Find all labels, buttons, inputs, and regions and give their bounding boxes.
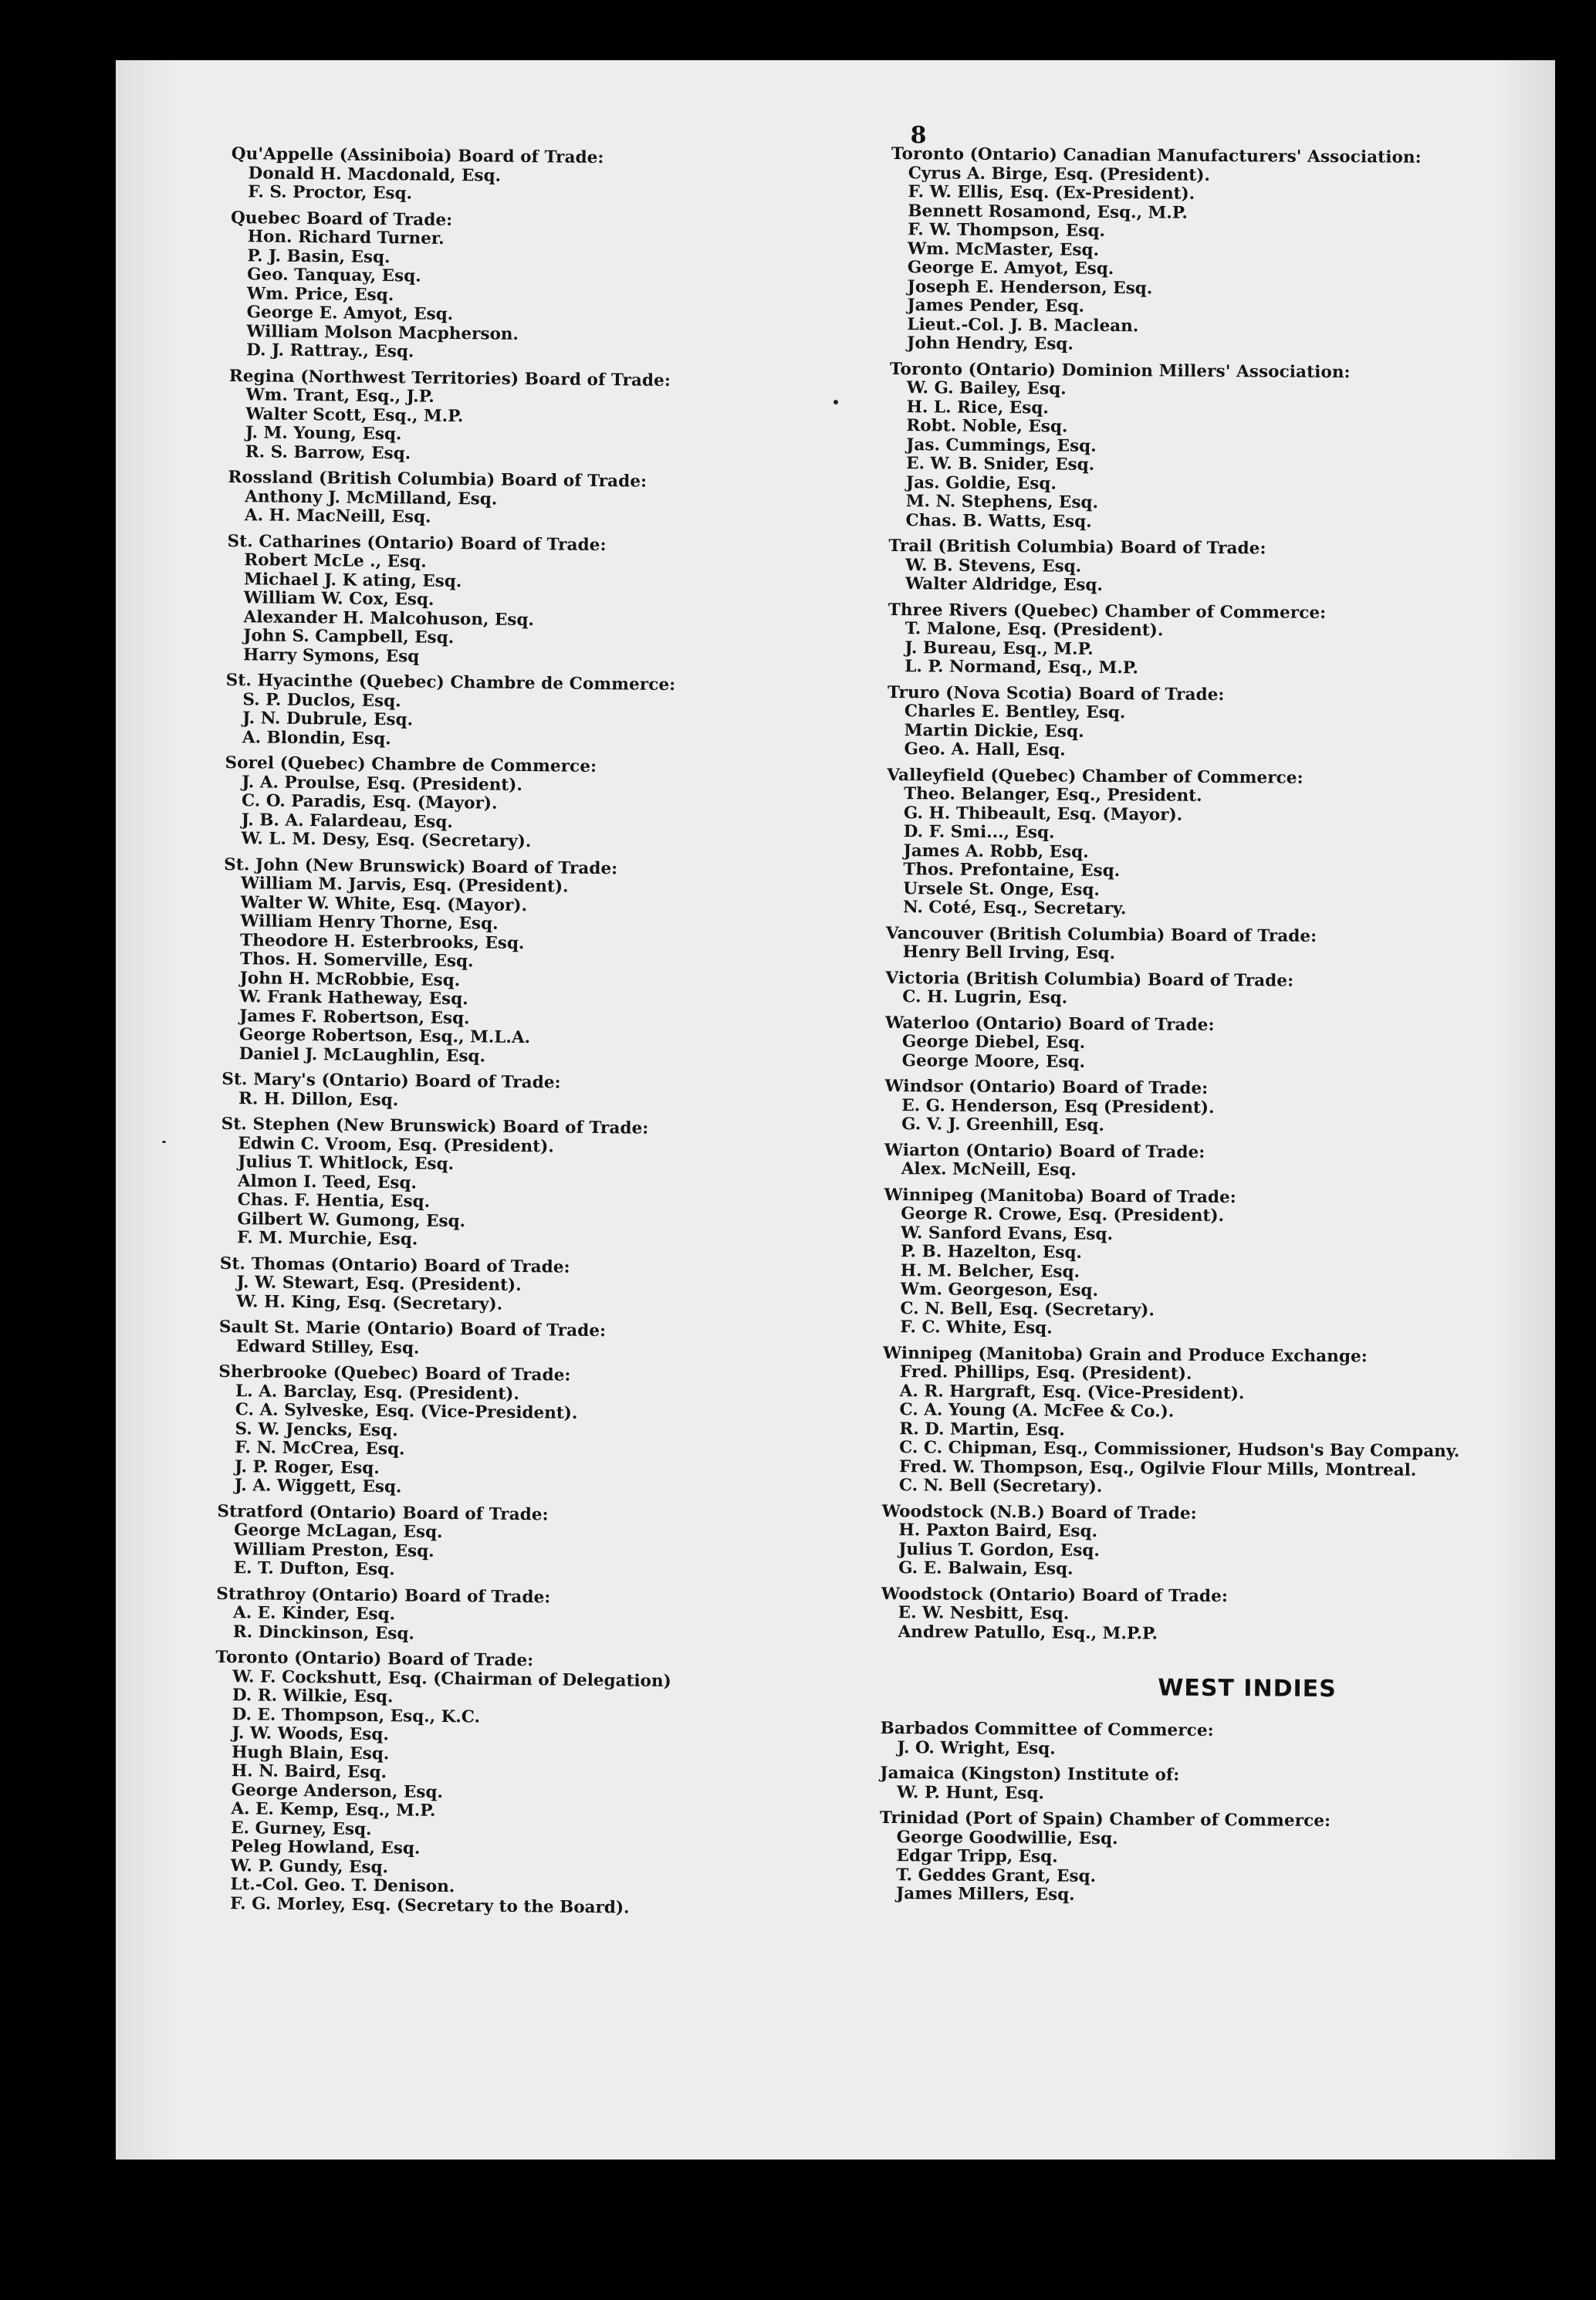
delegate-name: E. W. B. Snider, Esq. [906,454,1095,475]
delegate-name: L. A. Barclay, Esq. (President). [235,1381,520,1404]
delegate-name: Jas. Goldie, Esq. [905,472,1057,494]
delegate-name: W. G. Bailey, Esq. [906,378,1067,399]
delegate-name: L. P. Normand, Esq., M.P. [905,657,1139,678]
organization-entry [884,1141,1548,1183]
organization-heading: Jamaica (Kingston) Institute of: [880,1763,1180,1785]
delegate-name: Chas. B. Watts, Esq. [905,510,1092,532]
delegate-name: Charles E. Bentley, Esq. [904,702,1126,723]
delegate-name: Wm. Georgeson, Esq. [900,1280,1099,1301]
delegate-name: W. Sanford Evans, Esq. [901,1223,1114,1244]
delegate-name: F. W. Ellis, Esq. (Ex-President). [908,182,1195,204]
organization-entry [881,1585,1544,1646]
section-title-west-indies: WEST INDIES [1158,1674,1337,1703]
delegate-name: D. F. Smi..., Esq. [903,822,1055,843]
organization-heading: Toronto (Ontario) Canadian Manufacturers' Association: [891,144,1422,167]
delegate-name: F. S. Proctor, Esq. [248,182,413,204]
organization-heading: Trail (British Columbia) Board of Trade: [888,536,1266,559]
delegate-name: W. H. King, Esq. (Secretary). [236,1291,503,1314]
scan-speck [162,1141,166,1143]
delegate-name: H. L. Rice, Esq. [906,397,1049,418]
delegate-name: T. Geddes Grant, Esq. [896,1865,1097,1886]
delegate-name: Thos. Prefontaine, Esq. [903,860,1121,881]
west-indies-entries [879,1720,1544,1908]
organization-heading: Victoria (British Columbia) Board of Trade: [885,968,1294,991]
delegate-name: James Pender, Esq. [907,296,1085,316]
delegate-name: R. S. Barrow, Esq. [245,441,411,463]
delegate-name: T. Malone, Esq. (President). [905,619,1164,641]
delegate-name: Theodore H. Esterbrooks, Esq. [240,930,525,953]
delegate-name: D. J. Rattray., Esq. [246,340,414,362]
organization-entry [886,766,1550,922]
organization-entry [883,1186,1547,1341]
delegate-name: Walter Aldridge, Esq. [905,574,1104,595]
organization-heading: Truro (Nova Scotia) Board of Trade: [887,682,1225,705]
organization-entry [880,1764,1544,1807]
organization-entry [880,1720,1544,1762]
scan-speck [834,400,838,404]
delegate-name: F. C. White, Esq. [900,1317,1053,1338]
organization-heading: Wiarton (Ontario) Board of Trade: [884,1140,1205,1162]
delegate-name: E. Gurney, Esq. [231,1818,372,1839]
delegate-name: William W. Cox, Esq. [243,588,435,610]
organization-heading: St. Hyacinthe (Quebec) Chambre de Commerce: [225,670,676,695]
delegate-name: D. E. Thompson, Esq., K.C. [232,1704,481,1727]
delegate-name: G. V. J. Greenhill, Esq. [901,1114,1104,1135]
delegate-name: R. H. Dillon, Esq. [238,1088,399,1110]
delegate-name: Hon. Richard Turner. [247,227,445,249]
document-page [116,60,1555,2160]
delegate-name: Julius T. Gordon, Esq. [898,1539,1100,1561]
right-column-entries [881,145,1555,1646]
delegate-name: George E. Amyot, Esq. [246,303,454,325]
delegate-name: F. M. Murchie, Esq. [237,1228,418,1250]
organization-entry [882,1344,1547,1500]
delegate-name: Alexander H. Malcohuson, Esq. [243,607,535,630]
organization-heading: Rossland (British Columbia) Board of Trade: [228,467,648,492]
left-column [213,145,895,1927]
delegate-name: Lt.-Col. Geo. T. Denison. [230,1875,455,1897]
organization-heading: Qu'Appelle (Assiniboia) Board of Trade: [231,144,604,168]
delegate-name: John Hendry, Esq. [907,333,1074,354]
delegate-name: William Molson Macpherson. [246,321,519,344]
organization-entry [885,1013,1549,1075]
delegate-name: J. M. Young, Esq. [245,423,402,445]
delegate-name: Walter Scott, Esq., M.P. [245,404,464,426]
delegate-name: G. H. Thibeault, Esq. (Mayor). [903,803,1183,825]
organization-entry [226,532,891,671]
organization-heading: Winnipeg (Manitoba) Grain and Produce Exchange: [882,1343,1368,1366]
delegate-name: Henry Bell Irving, Esq. [902,942,1116,964]
delegate-name: C. A. Sylveske, Esq. (Vice-President). [235,1400,578,1423]
delegate-name: C. C. Chipman, Esq., Commissioner, Hudson's Bay Company. [899,1438,1460,1462]
organization-entry [887,683,1551,763]
delegate-name: Wm. Price, Esq. [246,283,394,305]
delegate-name: Edgar Tripp, Esq. [896,1846,1058,1867]
organization-entry [879,1809,1544,1909]
organization-heading: Barbados Committee of Commerce: [880,1718,1214,1740]
delegate-name: M. N. Stephens, Esq. [905,492,1099,512]
organization-entry [216,1585,881,1649]
organization-entry [225,671,890,754]
delegate-name: Donald H. Macdonald, Esq. [248,163,502,186]
organization-entry [221,1071,885,1115]
delegate-name: H. M. Belcher, Esq. [900,1260,1080,1282]
organization-entry [886,924,1550,966]
organization-heading: Regina (Northwest Territories) Board of Trade: [228,366,671,391]
organization-heading: St. Stephen (New Brunswick) Board of Trade: [221,1114,649,1138]
delegate-name: A. E. Kemp, Esq., M.P. [231,1799,436,1821]
organization-heading: Sherbrooke (Quebec) Board of Trade: [218,1361,571,1385]
delegate-name: Thos. H. Somerville, Esq. [239,949,474,972]
page-number: 8 [910,122,927,149]
delegate-name: William Henry Thorne, Esq. [240,912,499,934]
organization-entry [224,754,888,855]
delegate-name: Gilbert W. Gumong, Esq. [237,1209,466,1231]
delegate-name: J. O. Wright, Esq. [897,1737,1056,1759]
delegate-name: George Moore, Esq. [901,1050,1086,1072]
delegate-name: J. Bureau, Esq., M.P. [905,638,1094,659]
delegate-name: Chas. F. Hentia, Esq. [237,1190,431,1212]
right-column [879,145,1555,1915]
organization-heading: Windsor (Ontario) Board of Trade: [884,1076,1209,1098]
organization-heading: Sorel (Quebec) Chambre de Commerce: [225,753,597,776]
organization-entry [213,1649,880,1920]
organization-heading: Toronto (Ontario) Board of Trade: [215,1647,534,1671]
organization-entry [889,360,1554,534]
delegate-name: Almon I. Teed, Esq. [237,1171,418,1193]
delegate-name: James Millers, Esq. [896,1884,1075,1905]
organization-heading: Winnipeg (Manitoba) Board of Trade: [884,1185,1236,1207]
delegate-name: P. J. Basin, Esq. [247,245,391,267]
delegate-name: F. G. Morley, Esq. (Secretary to the Board). [230,1893,630,1918]
delegate-name: H. N. Baird, Esq. [231,1761,387,1783]
organization-heading: Sault St. Marie (Ontario) Board of Trade: [218,1317,607,1341]
delegate-name: George Diebel, Esq. [901,1032,1086,1053]
delegate-name: William Preston, Esq. [233,1539,435,1561]
organization-entry [218,1363,883,1502]
delegate-name: Andrew Patullo, Esq., M.P.P. [898,1622,1158,1643]
organization-heading: Three Rivers (Quebec) Chamber of Commerce: [888,600,1327,623]
delegate-name: Edward Stilley, Esq. [235,1336,420,1358]
organization-heading: Valleyfield (Quebec) Chamber of Commerce: [887,765,1304,788]
delegate-name: Julius T. Whitlock, Esq. [238,1152,455,1175]
organization-entry [890,145,1555,357]
delegate-name: George R. Crowe, Esq. (President). [901,1204,1225,1226]
delegate-name: Edwin C. Vroom, Esq. (President). [238,1133,554,1156]
delegate-name: A. E. Kinder, Esq. [232,1603,396,1625]
delegate-name: John S. Campbell, Esq. [243,626,455,648]
delegate-name: Jas. Cummings, Esq. [906,435,1097,456]
delegate-name: A. Blondin, Esq. [242,727,391,749]
delegate-name: H. Paxton Baird, Esq. [898,1520,1098,1541]
organization-heading: Quebec Board of Trade: [230,208,453,230]
delegate-name: W. B. Stevens, Esq. [905,555,1082,577]
organization-entry [885,969,1549,1011]
organization-entry [228,468,892,533]
organization-entry [881,1502,1546,1582]
organization-heading: Vancouver (British Columbia) Board of Trade: [885,923,1317,946]
organization-heading: St. Thomas (Ontario) Board of Trade: [219,1253,570,1277]
delegate-name: C. N. Bell, Esq. (Secretary). [900,1298,1155,1320]
delegate-name: J. W. Woods, Esq. [232,1723,390,1745]
organization-entry [219,1318,883,1363]
delegate-name: C. H. Lugrin, Esq. [902,987,1068,1008]
delegate-name: Michael J. K ating, Esq. [243,569,462,591]
delegate-name: Fred. Phillips, Esq. (President). [899,1362,1192,1384]
delegate-name: George Anderson, Esq. [231,1780,444,1802]
delegate-name: Martin Dickie, Esq. [904,720,1084,742]
delegate-name: Joseph E. Henderson, Esq. [907,276,1153,298]
delegate-name: Wm. Trant, Esq., J.P. [245,385,435,407]
delegate-name: N. Coté, Esq., Secretary. [903,898,1127,919]
organization-entry [220,1115,885,1254]
delegate-name: Peleg Howland, Esq. [230,1837,421,1859]
delegate-name: Geo. A. Hall, Esq. [904,739,1066,760]
delegate-name: John H. McRobbie, Esq. [239,968,461,990]
delegate-name: W. Frank Hatheway, Esq. [239,987,468,1010]
organization-heading: Strathroy (Ontario) Board of Trade: [216,1584,551,1607]
delegate-name: F. N. McCrea, Esq. [235,1438,405,1459]
delegate-name: R. Dinckinson, Esq. [232,1622,415,1644]
delegate-name: S. P. Duclos, Esq. [242,689,401,711]
delegate-name: D. R. Wilkie, Esq. [232,1686,394,1707]
delegate-name: J. W. Stewart, Esq. (President). [236,1273,522,1296]
delegate-name: W. P. Gundy, Esq. [230,1855,389,1877]
organization-heading: Woodstock (N.B.) Board of Trade: [881,1501,1197,1524]
delegate-name: A. R. Hargraft, Esq. (Vice-President). [899,1381,1245,1403]
organization-entry [231,145,895,209]
delegate-name: Robt. Noble, Esq. [906,416,1068,437]
delegate-name: Alex. McNeill, Esq. [901,1159,1077,1180]
delegate-name: Bennett Rosamond, Esq., M.P. [908,201,1188,223]
delegate-name: J. A. Wiggett, Esq. [234,1476,402,1497]
delegate-name: George Goodwillie, Esq. [896,1827,1118,1848]
delegate-name: Anthony J. McMilland, Esq. [245,486,498,509]
delegate-name: Wm. McMaster, Esq. [907,238,1100,260]
organization-entry [888,600,1552,681]
delegate-name: Fred. W. Thompson, Esq., Ogilvie Flour Mills, Montreal. [898,1456,1417,1480]
organization-heading: Stratford (Ontario) Board of Trade: [217,1501,549,1524]
organization-heading: St. Mary's (Ontario) Board of Trade: [221,1069,561,1093]
delegate-name: Harry Symons, Esq [242,644,420,667]
organization-heading: St. Catharines (Ontario) Board of Trade: [227,531,607,555]
organization-entry [219,1254,884,1318]
organization-heading: Woodstock (Ontario) Board of Trade: [881,1584,1229,1606]
organization-heading: St. John (New Brunswick) Board of Trade: [224,854,618,878]
delegate-name: James F. Robertson, Esq. [239,1006,470,1028]
delegate-name: F. W. Thompson, Esq. [908,220,1105,241]
delegate-name: Daniel J. McLaughlin, Esq. [238,1043,486,1067]
delegate-name: Walter W. White, Esq. (Mayor). [240,892,528,915]
organization-heading: Toronto (Ontario) Dominion Millers' Association: [889,359,1351,382]
delegate-name: P. B. Hazelton, Esq. [900,1242,1082,1263]
delegate-name: S. W. Jencks, Esq. [235,1419,398,1440]
delegate-name: W. P. Hunt, Esq. [897,1782,1045,1803]
delegate-name: C. O. Paradis, Esq. (Mayor). [241,791,498,813]
delegate-name: J. B. A. Falardeau, Esq. [241,810,453,832]
delegate-name: G. E. Balwain, Esq. [898,1558,1074,1579]
delegate-name: E. W. Nesbitt, Esq. [898,1603,1070,1624]
delegate-name: J. N. Dubrule, Esq. [242,709,414,730]
delegate-name: Hugh Blain, Esq. [232,1742,390,1764]
delegate-name: George E. Amyot, Esq. [907,258,1114,279]
delegate-name: Geo. Tanquay, Esq. [247,265,421,286]
delegate-name: W. L. M. Desy, Esq. (Secretary). [241,829,532,852]
delegate-name: E. T. Dufton, Esq. [233,1558,395,1580]
organization-entry [229,208,894,367]
delegate-name: Lieut.-Col. J. B. Maclean. [907,314,1139,336]
delegate-name: James A. Robb, Esq. [903,841,1089,862]
delegate-name: Robert McLe ., Esq. [244,550,427,572]
delegate-name: Ursele St. Onge, Esq. [903,878,1101,900]
delegate-name: Cyrus A. Birge, Esq. (President). [908,163,1211,185]
delegate-name: William M. Jarvis, Esq. (President). [240,874,569,897]
delegate-name: J. P. Roger, Esq. [234,1456,380,1478]
delegate-name: J. A. Proulse, Esq. (President). [242,772,523,795]
delegate-name: George McLagan, Esq. [234,1520,443,1542]
delegate-name: E. G. Henderson, Esq (President). [901,1095,1215,1118]
delegate-name: R. D. Martin, Esq. [899,1419,1065,1440]
organization-entry [884,1077,1548,1139]
organization-heading: Waterloo (Ontario) Board of Trade: [884,1013,1215,1035]
organization-heading: Trinidad (Port of Spain) Chamber of Commerce: [879,1808,1331,1832]
delegate-name: W. F. Cockshutt, Esq. (Chairman of Delegation) [232,1666,671,1691]
delegate-name: George Robertson, Esq., M.L.A. [238,1025,531,1048]
delegate-name: C. A. Young (A. McFee & Co.). [899,1400,1175,1422]
delegate-name: A. H. MacNeill, Esq. [244,506,431,527]
organization-entry [217,1502,881,1585]
delegate-name: C. N. Bell (Secretary). [898,1476,1103,1497]
organization-entry [222,855,888,1070]
delegate-name: Theo. Belanger, Esq., President. [904,784,1202,806]
organization-entry [228,367,893,468]
organization-entry [888,537,1552,599]
